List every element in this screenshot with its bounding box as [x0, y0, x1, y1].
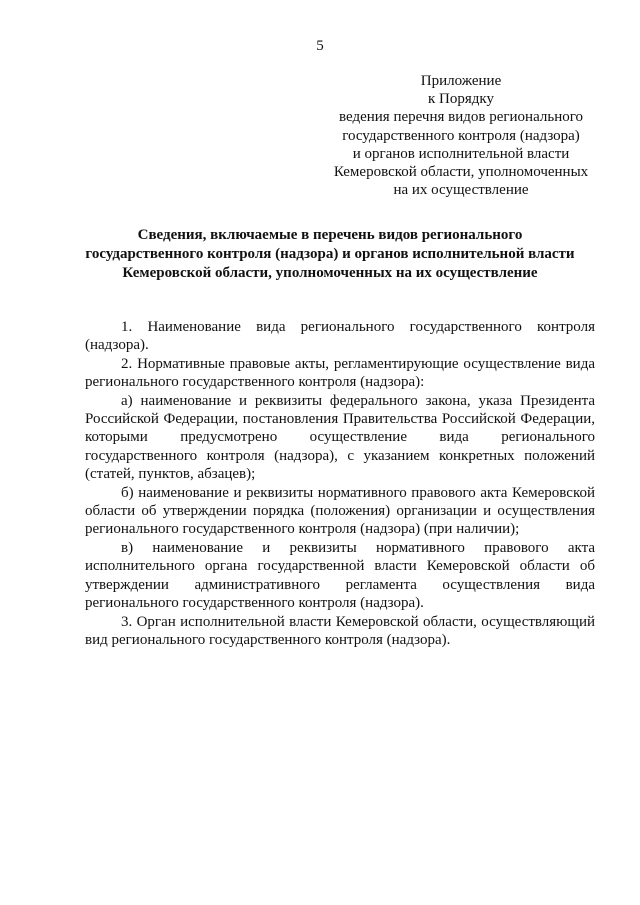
page-number: 5	[316, 38, 324, 54]
paragraph-subitem-a: а) наименование и реквизиты федерального закона, указа Президента Российской Федерации, постановления Правительства Российской Федерации, которыми предусмотрено осуществление вида регионального государственного контроля (надзора), с указанием конкретных положений (статей, пунктов, абзацев);	[85, 392, 595, 483]
paragraph-item-2: 2. Нормативные правовые акты, регламентирующие осуществление вида регионального государственного контроля (надзора):	[85, 355, 595, 391]
document-title	[60, 226, 600, 283]
title-line: Кемеровской области, уполномоченных на их осуществление	[122, 265, 538, 281]
appendix-line: и органов исполнительной власти	[352, 145, 570, 162]
document-body	[85, 318, 595, 649]
appendix-line: Кемеровской области, уполномоченных	[333, 164, 589, 181]
paragraph-subitem-v: в) наименование и реквизиты нормативного правового акта исполнительного органа государственной власти Кемеровской области об утверждении административного регламента осуществления вида регионального государственного контроля (надзора).	[85, 539, 595, 612]
appendix-line: ведения перечня видов регионального	[339, 109, 583, 126]
appendix-line: Приложение	[420, 73, 502, 89]
paragraph-item-3: 3. Орган исполнительной власти Кемеровской области, осуществляющий вид регионального государственного контроля (надзора).	[85, 613, 595, 648]
appendix-header	[322, 72, 600, 199]
appendix-line: государственного контроля (надзора)	[342, 127, 580, 144]
title-line: государственного контроля (надзора) и органов исполнительной власти	[85, 246, 575, 262]
title-line: Сведения, включаемые в перечень видов регионального	[137, 227, 523, 243]
appendix-line: на их осуществление	[393, 182, 529, 199]
paragraph-item-1: 1. Наименование вида регионального государственного контроля (надзора).	[85, 319, 595, 354]
paragraph-subitem-b: б) наименование и реквизиты нормативного правового акта Кемеровской области об утверждении порядка (положения) организации и осуществления регионального государственного контроля (надзора) (при наличии);	[85, 484, 595, 538]
appendix-line: к Порядку	[428, 91, 494, 108]
